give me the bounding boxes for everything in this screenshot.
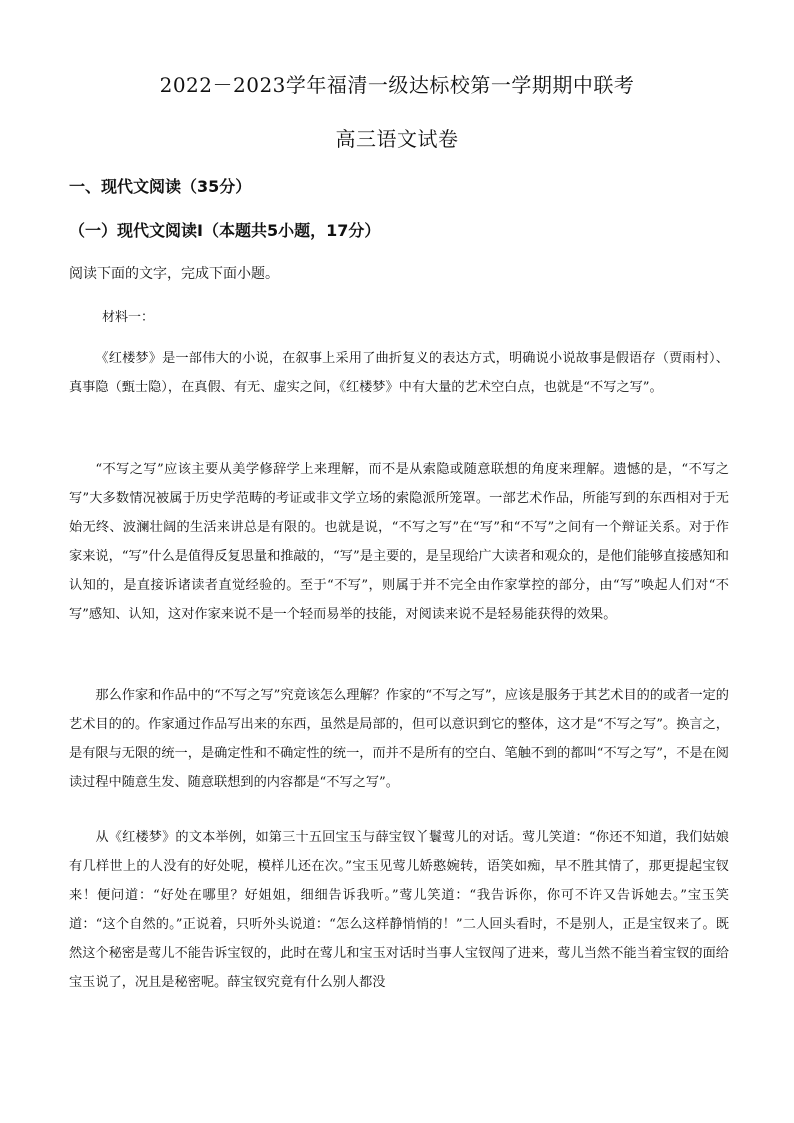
exam-title: 2022－2023学年福清一级达标校第一学期期中联考 [159, 73, 635, 97]
reading-instruction: 阅读下面的文字，完成下面小题。 [69, 266, 279, 282]
paragraph-2: “不写之写”应该主要从美学修辞学上来理解，而不是从索隐或随意联想的角度来理解。遗憾的是，“不写之写”大多数情况被属于历史学范畴的考证或非文学立场的索隐派所笼罩。一部艺术作品，所能写到的东西相对于无始无终、波澜壮阔的生活来讲总是有限的。也就是说，“不写之写”在“写”和“不写”之间有一个辩证关系。对于作家来说，“写”什么是值得反复思量和推敲的，“写”是主要的，是呈现给广大读者和观众的，是他们能够直接感知和认知的，是直接诉诸读者直觉经验的。至于“不写”，则属于并不完全由作家掌控的部分，由“写”唤起人们对“不写”感知、认知，这对作家来说不是一个轻而易举的技能，对阅读来说不是轻易能获得的效果。 [69, 462, 729, 622]
subsection-heading: （一）现代文阅读Ⅰ（本题共5小题，17分） [69, 221, 381, 240]
paragraph-3: 那么作家和作品中的“不写之写”究竟该怎么理解？作家的“不写之写”，应该是服务于其艺术目的的或者一定的艺术目的的。作家通过作品写出来的东西，虽然是局部的，但可以意识到它的整体，这才是“不写之写”。换言之，是有限与无限的统一，是确定性和不确定性的统一，而并不是所有的空白、笔触不到的都叫“不写之写”，不是在阅读过程中随意生发、随意联想到的内容都是“不写之写”。 [69, 688, 729, 790]
paragraph-4: 从《红楼梦》的文本举例，如第三十五回宝玉与薛宝钗丫鬟莺儿的对话。莺儿笑道：“你还不知道，我们姑娘有几样世上的人没有的好处呢，模样儿还在次。”宝玉见莺儿娇憨婉转，语笑如痴，早不胜其情了，那更提起宝钗来！便问道：“好处在哪里？好姐姐，细细告诉我听。”莺儿笑道：“我告诉你，你可不许又告诉她去。”宝玉笑道：“这个自然的。”正说着，只听外头说道：“怎么这样静悄悄的！”二人回头看时，不是别人，正是宝钗来了。既然这个秘密是莺儿不能告诉宝钗的，此时在莺儿和宝玉对话时当事人宝钗闯了进来，莺儿当然不能当着宝钗的面给宝玉说了，况且是秘密呢。薛宝钗究竟有什么别人都没 [69, 830, 729, 990]
paragraph-1: 《红楼梦》是一部伟大的小说，在叙事上采用了曲折复义的表达方式，明确说小说故事是假语存（贾雨村）、真事隐（甄士隐），在真假、有无、虚实之间，《红楼梦》中有大量的艺术空白点，也就是“不写之写”。 [69, 351, 729, 395]
section-heading: 一、现代文阅读（35分） [69, 177, 252, 196]
material-label: 材料一： [102, 310, 155, 325]
exam-subtitle: 高三语文试卷 [335, 127, 459, 151]
